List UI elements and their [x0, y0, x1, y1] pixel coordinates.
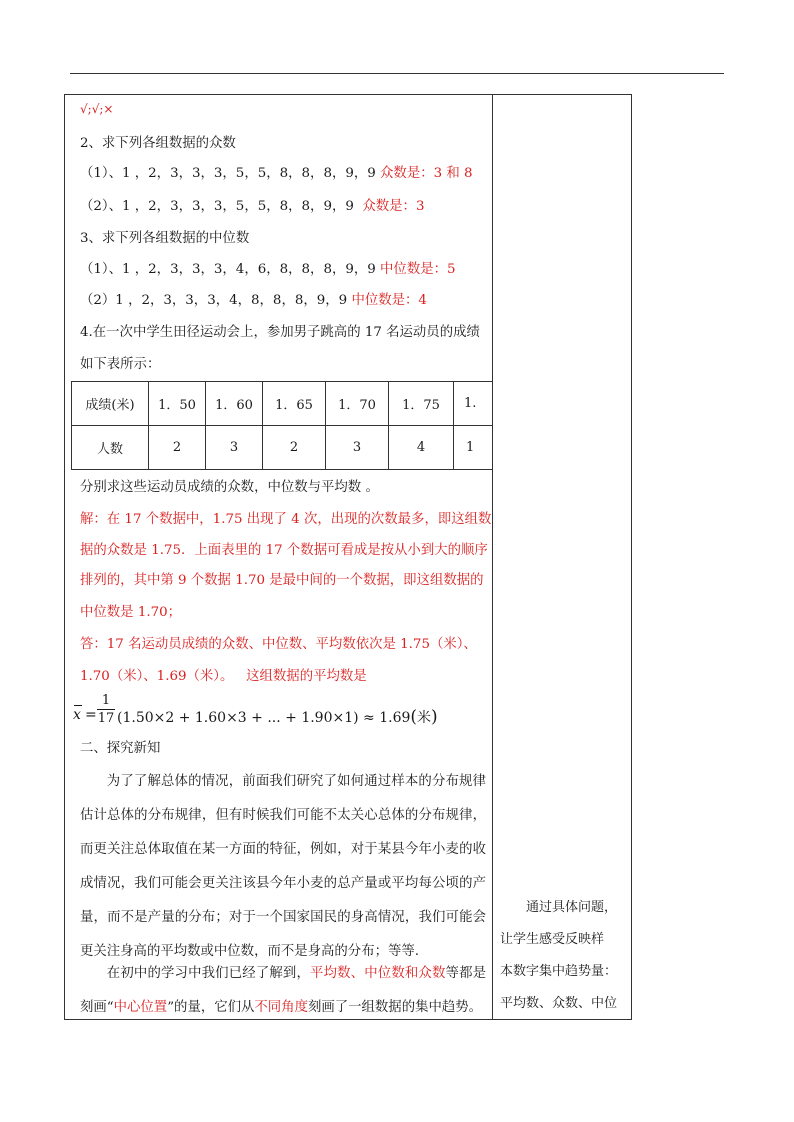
table-cell: 1 — [454, 426, 493, 470]
check-answers: √;√;× — [80, 102, 114, 116]
table-cell: 1．50 — [149, 382, 206, 426]
table-cell: 2 — [149, 426, 206, 470]
solution-line-1: 解：在 17 个数据中，1.75 出现了 4 次，出现的次数最多，即这组数 — [80, 512, 492, 527]
table-header-cell: 成绩(米) — [72, 382, 149, 426]
q4-question: 分别求这些运动员成绩的众数，中位数与平均数 。 — [80, 480, 379, 495]
header-rule — [70, 73, 724, 74]
q2-title: 2、求下列各组数据的众数 — [80, 136, 236, 151]
table-cell: 3 — [326, 426, 389, 470]
q3-item1-answer: 中位数是：5 — [380, 262, 456, 277]
q4-line1: 4.在一次中学生田径运动会上，参加男子跳高的 17 名运动员的成绩 — [80, 325, 480, 340]
q3-item2-answer: 中位数是：4 — [351, 293, 427, 308]
solution-line-2: 据的众数是 1.75．上面表里的 17 个数据可看成是按从小到大的顺序 — [80, 543, 488, 558]
table-row — [72, 426, 493, 470]
table-cell: 3 — [206, 426, 263, 470]
table-cell: 1．65 — [263, 382, 326, 426]
q2-item1: （1）、1 ，2，3，3，3，5，5，8，8，8，9，9 众数是：3 和 8 — [80, 166, 473, 181]
table-header-cell: 人数 — [72, 426, 149, 470]
table-cell: 1. — [454, 382, 493, 426]
table-cell: 4 — [389, 426, 454, 470]
solution-line-4: 中位数是 1.70； — [80, 605, 182, 620]
column-divider — [492, 94, 493, 1020]
solution-line-5: 答：17 名运动员成绩的众数、中位数、平均数依次是 1.75（米）、 — [80, 637, 477, 652]
table-cell: 1．70 — [326, 382, 389, 426]
teaching-notes: 通过具体问题， 让学生感受反映样 本数字集中趋势量： 平均数、众数、中位 — [500, 900, 618, 1011]
q2-item2: （2）、1 ，2，3，3，3，5，5，8，8，9，9 众数是：3 — [80, 199, 425, 214]
table-cell: 2 — [263, 426, 326, 470]
x-bar: x — [73, 707, 81, 723]
table-row — [72, 382, 493, 426]
fraction: 1 17 — [97, 693, 115, 726]
score-table — [71, 381, 492, 470]
q4-line2: 如下表所示： — [80, 357, 161, 372]
section2-title: 二、探究新知 — [80, 741, 161, 756]
q3-item2: （2）1 ，2，3，3，3，4，8，8，8，9，9 中位数是：4 — [80, 293, 427, 308]
q2-item2-answer: 众数是：3 — [362, 199, 425, 214]
table-cell: 1．60 — [206, 382, 263, 426]
section2-paragraph-2: 在初中的学习中我们已经了解到，平均数、中位数和众数等都是刻画“中心位置”的量，它们从不同角度刻画了一组数据的集中趋势。 — [80, 966, 487, 1015]
q3-title: 3、求下列各组数据的中位数 — [80, 231, 250, 246]
table-cell: 1．75 — [389, 382, 454, 426]
q3-item1: （1）、1 ，2，3，3，3，4，6，8，8，8，9，9 中位数是：5 — [80, 262, 456, 277]
q2-item1-answer: 众数是：3 和 8 — [380, 166, 473, 181]
section2-paragraph-1: 为了了解总体的情况，前面我们研究了如何通过样本的分布规律估计总体的分布规律，但有时候我们可能不太关心总体的分布规律，而更关注总体取值在某一方面的特征，例如，对于某县今年小麦的收成情况，我们可能会更关注该县今年小麦的总产量或平均每公顷的产量，而不是产量的分布；对于一个国家国民的身高情况，我们可能会更关注身高的平均数或中位数，而不是身高的分布；等等. — [80, 774, 486, 959]
solution-line-6: 1.70（米）、1.69（米）。 这组数据的平均数是 — [80, 669, 367, 684]
solution-line-3: 排列的，其中第 9 个数据 1.70 是最中间的一个数据，即这组数据的 — [80, 573, 484, 588]
